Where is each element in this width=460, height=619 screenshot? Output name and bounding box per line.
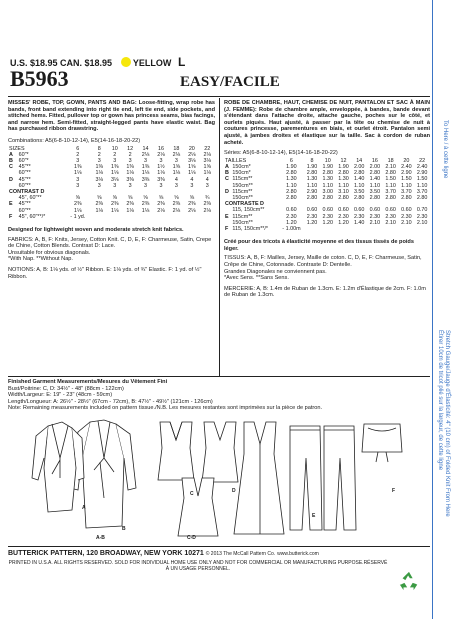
table-cell: 2⅜ bbox=[110, 201, 119, 208]
drawing-label-d: D bbox=[232, 488, 236, 494]
table-cell: 1.10 bbox=[306, 182, 318, 189]
table-cell: 3⅜ bbox=[157, 176, 165, 183]
table-cell: ⅝ bbox=[174, 195, 179, 202]
english-description: MISSES' ROBE, TOP, GOWN, PANTS AND BAG: Loose-fitting, wrap robe has bands, front band extending into right tie end, left tie end, side pockets, and stitched hems. Fitted, pullover top or gown has princess seams, bias facings, and narrow hem. Semi-fitted, straight-legged pants have elastic waist. Bag has purchased ribbon drawstring. bbox=[8, 100, 215, 133]
table-cell: 2⅜ bbox=[74, 201, 82, 208]
yardage-header: 18 bbox=[173, 145, 180, 152]
table-cell: 3.10 bbox=[338, 188, 349, 195]
contrast-label: CONTRASTE D bbox=[225, 201, 264, 208]
table-cell: 1.10 bbox=[322, 182, 333, 189]
table-cell: 2.10 bbox=[369, 219, 381, 226]
stretch-gauge-text: Stretch Gauge/Jauge d'Élasticité: 4" (10 cm) of Folded Knit From Here Étirer 10cm de tricot plié sur la largeur, de cette ligne bbox=[437, 330, 450, 517]
table-cell: ⅝ bbox=[75, 195, 81, 202]
yardage-header: SIZES bbox=[9, 145, 25, 152]
table-cell: 3⅛ bbox=[188, 157, 196, 164]
table-cell: 3⅛ bbox=[95, 176, 104, 183]
table-cell: 3.70 bbox=[401, 188, 412, 195]
measurement-line: Width/Largeur: E: 19" - 23" (48cm - 59cm) bbox=[8, 392, 113, 399]
table-cell: 0.60 bbox=[353, 207, 365, 214]
yardage-header: 12 bbox=[127, 145, 134, 152]
table-cell: 2⅜ bbox=[157, 201, 165, 208]
table-cell: 1.20 bbox=[286, 219, 297, 226]
table-cell: 1.10 bbox=[401, 182, 412, 189]
table-cell: 1.10 bbox=[286, 182, 297, 189]
table-cell: 1.90 bbox=[322, 163, 333, 170]
table-cell: 1.20 bbox=[322, 219, 333, 226]
measurements-title: Finished Garment Measurements/Mesures du Vêtement Fini bbox=[8, 379, 168, 385]
measurements-note: Note: Remaining measurements included on pattern tissue./N.B. Les mesures restantes sont imprimées sur la pièce de patron. bbox=[8, 405, 323, 412]
table-cell: 2⅜ bbox=[141, 201, 150, 208]
category: EASY/FACILE bbox=[180, 74, 280, 90]
table-cell bbox=[153, 214, 168, 220]
yardage-header: 16 bbox=[157, 145, 164, 152]
table-cell: 3⅛ bbox=[110, 176, 119, 183]
table-cell: 1⅜ bbox=[110, 164, 119, 171]
table-cell: 3⅜ bbox=[141, 176, 150, 183]
table-cell: 1⅝ bbox=[203, 164, 212, 171]
table-cell: 0.60 bbox=[286, 207, 297, 214]
table-cell: B bbox=[9, 157, 13, 164]
table-cell bbox=[107, 214, 122, 220]
table-cell: 60"* bbox=[18, 157, 29, 164]
table-cell: 1.90 bbox=[306, 163, 318, 170]
table-cell: 1⅛ bbox=[110, 207, 119, 214]
table-cell: ⅝ bbox=[189, 195, 195, 202]
table-cell: 2.80 bbox=[385, 194, 396, 201]
prices: U.S. $18.95 CAN. $18.95 bbox=[10, 58, 113, 68]
table-cell: 45"** bbox=[18, 164, 31, 171]
table-cell: 1⅛ bbox=[95, 207, 104, 214]
table-cell: 2.00 bbox=[353, 163, 365, 170]
table-cell: 3 bbox=[113, 182, 117, 189]
robe-drawing bbox=[32, 420, 136, 528]
table-cell: 2.30 bbox=[338, 213, 349, 220]
table-cell: 1⅜ bbox=[141, 164, 150, 171]
footer bbox=[8, 549, 388, 572]
english-notions: NOTIONS: A, B: 1⅛ yds. of ½" Ribbon. E: 1⅛ yds. of ¾" Elastic. F: 1 yd. of ½" Ribbon. bbox=[8, 266, 202, 280]
table-cell: D bbox=[9, 176, 13, 183]
pattern-number: B5963 bbox=[10, 66, 69, 91]
table-cell: 3 bbox=[76, 176, 80, 183]
table-cell: 115, 150cm** bbox=[232, 207, 265, 214]
table-cell: 1.10 bbox=[338, 182, 349, 189]
metrage-header: 18 bbox=[387, 157, 394, 164]
metrage-header: 16 bbox=[371, 157, 378, 164]
table-cell: 2.30 bbox=[385, 213, 396, 220]
rights-notice: PRINTED IN U.S.A. ALL RIGHTS RESERVED. SOLD FOR INDIVIDUAL HOME USE ONLY AND NOT FOR COMMERCIAL OR MANUFACTURING PURPOSE.RÉSERVÉ À UN USAGE PERSONNEL. bbox=[8, 560, 388, 572]
table-cell: 2 bbox=[97, 151, 101, 158]
table-cell: A bbox=[225, 163, 229, 170]
footer-rule bbox=[8, 546, 430, 547]
table-cell bbox=[200, 214, 215, 220]
table-cell: 2.80 bbox=[322, 170, 333, 177]
table-cell: 3.70 bbox=[385, 188, 396, 195]
table-cell: 2.80 bbox=[353, 170, 365, 177]
table-cell: 3 bbox=[76, 182, 80, 189]
table-cell: 1.50 bbox=[385, 176, 396, 183]
french-notions: MERCERIE: A, B: 1.4m de Ruban de 1.3cm. E: 1.2m d'Élastique de 2cm. F: 1.0m de Ruban de 1.3cm. bbox=[224, 285, 426, 299]
table-cell: 1.20 bbox=[338, 219, 349, 226]
table-cell: 2⅛ bbox=[157, 151, 165, 158]
contrast-label: CONTRAST D bbox=[9, 188, 45, 195]
table-cell: 0.60 bbox=[369, 207, 381, 214]
table-cell: 1⅜ bbox=[74, 164, 82, 171]
drawing-label-b: B bbox=[122, 526, 126, 532]
table-cell: 1.10 bbox=[385, 182, 396, 189]
table-cell: ⅝ bbox=[112, 195, 117, 202]
table-cell: 0.60 bbox=[385, 207, 396, 214]
table-cell bbox=[383, 226, 399, 232]
table-cell: 2 bbox=[128, 151, 132, 158]
table-cell: 3 bbox=[144, 157, 148, 164]
table-cell: 1⅛ bbox=[74, 170, 82, 177]
table-cell: 0.60 bbox=[338, 207, 349, 214]
column-divider bbox=[219, 98, 220, 376]
table-cell: 2 bbox=[113, 151, 117, 158]
table-cell bbox=[398, 226, 414, 232]
table-cell: 115cm** bbox=[232, 188, 253, 195]
copyright: © 2013 The McCall Pattern Co. bbox=[205, 551, 276, 557]
table-cell: E bbox=[225, 213, 229, 220]
table-cell: A bbox=[9, 151, 13, 158]
table-cell: 1⅛ bbox=[141, 207, 150, 214]
table-cell: 2.80 bbox=[416, 194, 428, 201]
table-cell bbox=[184, 214, 199, 220]
table-cell: B bbox=[225, 170, 229, 177]
table-cell: 1.50 bbox=[416, 176, 428, 183]
table-cell: 3 bbox=[159, 157, 163, 164]
table-cell: 2⅛ bbox=[203, 207, 212, 214]
table-cell: 60"** bbox=[18, 170, 31, 177]
english-contrast-rows bbox=[8, 195, 215, 220]
table-cell: 1⅝ bbox=[188, 164, 196, 171]
recycle-icon bbox=[398, 570, 420, 592]
table-cell: 1⅛ bbox=[126, 207, 134, 214]
table-cell: 2.40 bbox=[416, 163, 428, 170]
table-cell: 4 bbox=[205, 176, 209, 183]
table-cell: 3 bbox=[128, 157, 132, 164]
table-cell: 2.90 bbox=[401, 170, 412, 177]
french-fabrics: TISSUS: A, B, F: Mailles, Jersey, Maille de coton. C, D, E, F: Charmeuse, Satin, Crêpe de Chine, Cotonnade. Contraste D: Dentelle. Grandes Diagonales ne conviennent pas. *Avec Sens. **Sans Sens. bbox=[224, 255, 422, 282]
table-cell: 3 bbox=[144, 182, 148, 189]
yardage-header: 8 bbox=[97, 145, 101, 152]
yardage-header: 14 bbox=[142, 145, 149, 152]
measurement-line: Bust/Poitrine: C, D: 34½" - 48" (88cm - 122cm) bbox=[8, 385, 124, 392]
top-drawing bbox=[158, 422, 238, 482]
table-cell: 2.80 bbox=[338, 194, 349, 201]
measurements-block bbox=[8, 379, 430, 412]
table-cell: 1⅛ bbox=[95, 170, 104, 177]
metrage-header: 8 bbox=[310, 157, 314, 164]
table-cell: - 1 yd. bbox=[70, 213, 86, 220]
table-cell: 1.10 bbox=[353, 182, 365, 189]
table-cell: 4 bbox=[174, 176, 178, 183]
table-cell: 3 bbox=[128, 182, 132, 189]
english-fabrics: FABRICS: A, B, F: Knits, Jersey, Cotton Knit. C, D, E, F: Charmeuse, Satin, Crepe de Chine, Cotton Blends. Contrast D: Lace. Unsuitable for obvious diagonals. *With Nap. **Without Nap. bbox=[8, 236, 212, 263]
french-fabrics-heading: Créé pour des tricots à élasticité moyenne et des tissus tissés de poids léger. bbox=[224, 239, 414, 252]
table-cell: 1.30 bbox=[286, 176, 297, 183]
yardage-header: 20 bbox=[188, 145, 195, 152]
table-cell: F bbox=[9, 213, 13, 220]
table-cell: 1.30 bbox=[306, 176, 318, 183]
table-cell: 3 bbox=[113, 157, 117, 164]
table-cell bbox=[92, 214, 107, 220]
table-cell: 150cm* bbox=[232, 170, 251, 177]
table-cell: 2⅛ bbox=[188, 151, 196, 158]
table-cell: ¾ bbox=[205, 195, 210, 202]
table-cell: 3 bbox=[159, 182, 163, 189]
table-cell: 1⅜ bbox=[126, 164, 134, 171]
table-row bbox=[8, 214, 215, 220]
metrage-header: 22 bbox=[419, 157, 426, 164]
metrage-header: 6 bbox=[289, 157, 293, 164]
table-cell: 150cm** bbox=[232, 194, 253, 201]
table-cell: 115, 150cm**/* bbox=[232, 225, 268, 232]
table-cell: 1⅛ bbox=[172, 170, 181, 177]
table-cell: 2.80 bbox=[401, 194, 412, 201]
table-cell: 45"** bbox=[18, 176, 31, 183]
table-cell bbox=[367, 226, 383, 232]
english-fabrics-heading: Designed for lightweight woven and moderate stretch knit fabrics. bbox=[8, 227, 184, 233]
table-cell: 150cm* bbox=[232, 163, 251, 170]
table-cell bbox=[351, 226, 367, 232]
table-cell: 2.30 bbox=[286, 213, 297, 220]
table-cell: 3 bbox=[190, 182, 194, 189]
table-cell: - 1.00m bbox=[282, 225, 301, 232]
table-cell: 2.30 bbox=[416, 213, 428, 220]
english-yardage-table bbox=[8, 146, 215, 220]
table-cell: C bbox=[9, 164, 13, 171]
table-cell: 3 bbox=[76, 157, 80, 164]
french-description: ROBE DE CHAMBRE, HAUT, CHEMISE DE NUIT, PANTALON ET SAC À MAIN (J. FEMME): Robe de chambre ample, enveloppée, à bandes, bande devant s'étendant dans l'attache droite, attache gauche, poches sur le côté, et ourlets piqués. Haut ajusté, à passer par la tête ou chemise de nuit à coutures princesse, parementures en biais, et ourlet étroit. Pantalon semi ajusté, à jambes droites et élastique sur la taille. Sac à cordon de ruban acheté. bbox=[224, 100, 430, 146]
table-cell: 2.80 bbox=[286, 188, 297, 195]
metrage-header: 14 bbox=[356, 157, 363, 164]
drawing-label-c: C bbox=[190, 491, 194, 497]
metrage-header: 10 bbox=[324, 157, 331, 164]
table-cell: 2.80 bbox=[369, 194, 381, 201]
drawing-label-cd: C-D bbox=[187, 535, 196, 541]
table-cell: 3 bbox=[97, 157, 101, 164]
table-cell: 1⅜ bbox=[95, 164, 104, 171]
table-cell: 2⅜ bbox=[188, 201, 196, 208]
color-label: YELLOW bbox=[132, 58, 172, 68]
table-cell: 3.50 bbox=[353, 188, 365, 195]
stretch-gauge-strip bbox=[432, 0, 460, 619]
table-cell: 2⅜ bbox=[203, 201, 212, 208]
table-cell: 2.80 bbox=[286, 170, 297, 177]
table-cell: 4 bbox=[190, 176, 194, 183]
table-cell: 60"* bbox=[18, 151, 29, 158]
table-cell: 2⅛ bbox=[203, 151, 212, 158]
table-cell: 1.30 bbox=[322, 176, 333, 183]
table-cell: 0.60 bbox=[401, 207, 412, 214]
table-cell: ⅝ bbox=[127, 195, 133, 202]
table-cell: 1.90 bbox=[286, 163, 297, 170]
table-cell: 2.30 bbox=[306, 213, 318, 220]
table-cell: ⅝ bbox=[158, 195, 164, 202]
table-cell: E bbox=[9, 201, 13, 208]
table-cell: 0.60 bbox=[306, 207, 318, 214]
table-cell: 2.30 bbox=[369, 213, 381, 220]
drawing-label-a: A bbox=[82, 505, 86, 511]
table-cell: 1.20 bbox=[306, 219, 318, 226]
french-metrage-table bbox=[224, 158, 430, 232]
table-cell: 1⅛ bbox=[110, 170, 119, 177]
table-cell: 1⅛ bbox=[74, 207, 82, 214]
table-cell: 45", 60"**/* bbox=[18, 213, 46, 220]
table-cell: 2.10 bbox=[385, 163, 396, 170]
table-cell: 3 bbox=[205, 182, 209, 189]
header-rule bbox=[8, 96, 430, 97]
pants-drawing bbox=[290, 426, 356, 530]
table-cell: 2.80 bbox=[306, 170, 318, 177]
table-cell: C bbox=[225, 176, 229, 183]
table-cell: 0.70 bbox=[416, 207, 428, 214]
table-cell: 3.70 bbox=[416, 188, 428, 195]
french-combinations: Séries: A5(6-8-10-12-14), E5(14-16-18-20-22) bbox=[224, 150, 338, 157]
table-cell: 3 bbox=[174, 157, 178, 164]
table-cell: 2⅛ bbox=[188, 207, 196, 214]
yardage-header: 6 bbox=[76, 145, 80, 152]
table-cell: 2⅜ bbox=[95, 201, 104, 208]
measurements-rule bbox=[8, 376, 430, 377]
table-cell: ⅝ bbox=[143, 195, 148, 202]
french-contrast-rows bbox=[224, 207, 430, 232]
website: www.butterick.com bbox=[277, 551, 319, 557]
table-cell: 2.30 bbox=[353, 213, 365, 220]
measurement-line: Length/Longueur: A: 26½" - 28½" (67cm - 72cm), B: 47½" - 49½" (121cm - 126cm) bbox=[8, 398, 213, 405]
yellow-dot-icon bbox=[121, 57, 131, 67]
size-letter: L bbox=[177, 55, 186, 69]
fold-here-text: To Here / à cette ligne bbox=[442, 120, 448, 179]
table-cell: 1.40 bbox=[353, 176, 365, 183]
table-cell: 2.80 bbox=[338, 170, 349, 177]
table-row bbox=[224, 226, 430, 232]
table-cell: 2.40 bbox=[401, 163, 412, 170]
table-cell: 1.90 bbox=[338, 163, 349, 170]
table-cell: 1½ bbox=[157, 164, 165, 171]
table-cell bbox=[169, 214, 184, 220]
table-cell: 60"** bbox=[18, 182, 31, 189]
english-rows bbox=[8, 152, 215, 189]
table-cell: 2.30 bbox=[322, 213, 333, 220]
table-cell: 1⅛ bbox=[157, 170, 165, 177]
table-cell: 2⅛ bbox=[141, 151, 150, 158]
metrage-header: 20 bbox=[403, 157, 410, 164]
english-column bbox=[8, 100, 215, 280]
table-cell: F bbox=[225, 225, 229, 232]
table-cell: 3 bbox=[97, 182, 101, 189]
table-cell: 1.30 bbox=[338, 176, 349, 183]
technical-drawings bbox=[8, 418, 430, 538]
metrage-header: TAILLES bbox=[225, 157, 247, 164]
table-cell: 2.30 bbox=[401, 213, 412, 220]
metrage-header: 12 bbox=[340, 157, 347, 164]
table-cell: 2.80 bbox=[322, 194, 333, 201]
table-cell: 2.80 bbox=[353, 194, 365, 201]
table-cell: 2⅜ bbox=[126, 201, 134, 208]
table-cell bbox=[122, 214, 137, 220]
yardage-header: 10 bbox=[111, 145, 118, 152]
table-cell: 115cm** bbox=[232, 176, 253, 183]
table-cell: 115cm** bbox=[232, 213, 253, 220]
table-cell bbox=[138, 214, 153, 220]
table-cell: 1.10 bbox=[416, 182, 428, 189]
bag-drawing bbox=[362, 424, 402, 462]
table-cell: 2⅜ bbox=[172, 201, 181, 208]
table-cell: 3.00 bbox=[322, 188, 333, 195]
table-cell: 1.40 bbox=[353, 219, 365, 226]
table-cell: 3⅜ bbox=[126, 176, 134, 183]
table-cell bbox=[414, 226, 430, 232]
table-cell: 2 bbox=[76, 151, 80, 158]
table-cell: 3.50 bbox=[369, 188, 381, 195]
table-cell: 2⅛ bbox=[172, 151, 181, 158]
table-cell: ⅝ bbox=[97, 195, 102, 202]
table-cell: 1⅝ bbox=[172, 164, 181, 171]
table-cell: 2.90 bbox=[306, 188, 318, 195]
table-cell: 3 bbox=[174, 182, 178, 189]
yardage-header: 22 bbox=[204, 145, 211, 152]
table-cell: 2.80 bbox=[369, 170, 381, 177]
table-cell: 2.10 bbox=[401, 219, 412, 226]
french-rows bbox=[224, 164, 430, 201]
table-cell: 2.90 bbox=[416, 170, 428, 177]
table-cell: 3⅛ bbox=[203, 157, 212, 164]
table-cell: 2.10 bbox=[385, 219, 396, 226]
table-cell bbox=[336, 226, 352, 232]
table-cell: 1⅛ bbox=[203, 170, 212, 177]
table-cell: 2.00 bbox=[369, 163, 381, 170]
table-cell: 150cm** bbox=[232, 219, 253, 226]
table-cell: 45"** bbox=[18, 201, 31, 208]
table-cell: 2.80 bbox=[306, 194, 318, 201]
table-cell bbox=[320, 226, 336, 232]
table-cell: 1.10 bbox=[369, 182, 381, 189]
table-cell: 1⅛ bbox=[188, 170, 196, 177]
table-cell: 150cm** bbox=[232, 182, 253, 189]
table-cell: 2⅛ bbox=[172, 207, 181, 214]
drawing-label-e: E bbox=[312, 513, 316, 519]
french-column bbox=[224, 100, 430, 299]
table-cell: 1⅛ bbox=[141, 170, 150, 177]
table-cell: 2.80 bbox=[385, 170, 396, 177]
table-cell: 45", 60"** bbox=[18, 195, 42, 202]
table-cell: D bbox=[225, 188, 229, 195]
table-cell bbox=[304, 226, 320, 232]
table-cell: 1.50 bbox=[401, 176, 412, 183]
table-cell: 2⅛ bbox=[157, 207, 165, 214]
table-cell: 2.10 bbox=[416, 219, 428, 226]
table-cell: 0.60 bbox=[322, 207, 333, 214]
table-cell: 60"** bbox=[18, 207, 31, 214]
publisher: BUTTERICK PATTERN, 120 BROADWAY, NEW YORK 10271 bbox=[8, 550, 204, 557]
table-cell: 1.40 bbox=[369, 176, 381, 183]
publisher-line bbox=[8, 549, 388, 558]
drawing-label-ab: A-B bbox=[96, 535, 105, 541]
english-combinations: Combinations: A5(6-8-10-12-14), E5(14-16-18-20-22) bbox=[8, 137, 141, 144]
table-cell: 1⅛ bbox=[126, 170, 134, 177]
table-cell: 2.80 bbox=[286, 194, 297, 201]
drawing-label-f: F bbox=[392, 488, 396, 494]
